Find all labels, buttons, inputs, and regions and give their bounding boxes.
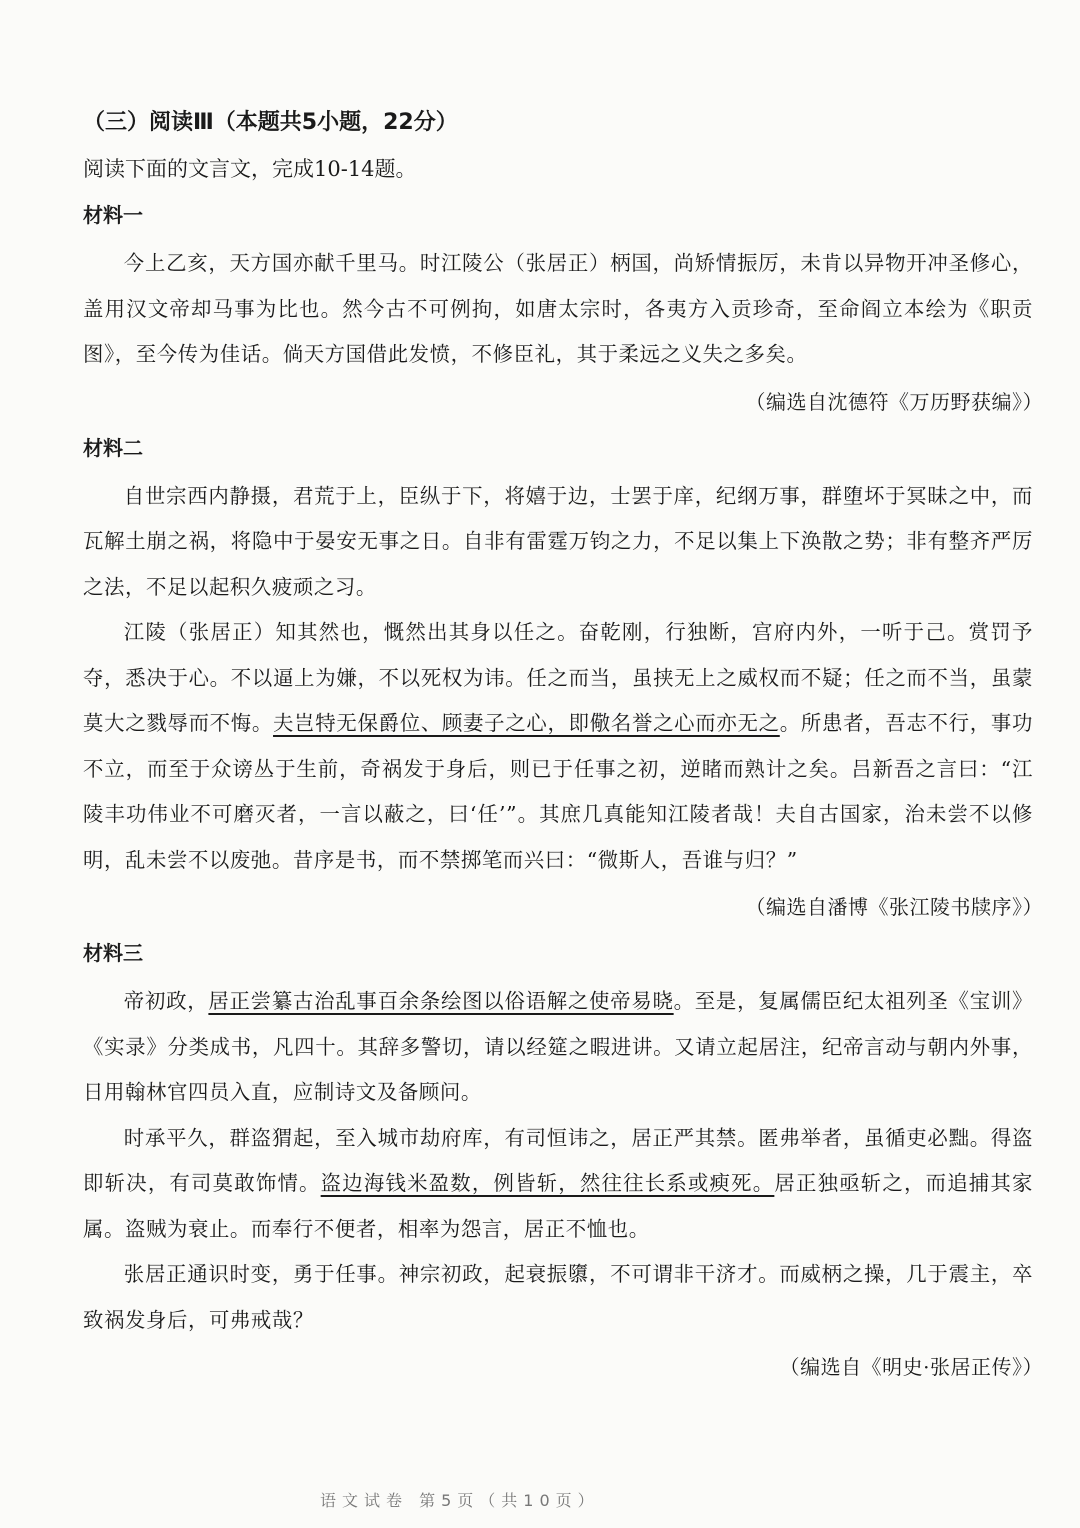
material-title: 材料一 <box>83 203 143 227</box>
material-block <box>83 430 1043 928</box>
exam-page <box>83 105 1043 1395</box>
material-source: （编选自潘博《张江陵书牍序》） <box>745 895 1043 919</box>
text-segment: 自世宗西内静摄，君荒于上，臣纵于下，将嬉于边，士罢于庠，纪纲万事，群堕坏于冥昧之中，而瓦解土崩之祸，将隐中于晏安无事之日。自非有雷霆万钧之力，不足以集上下涣散之势；非有整齐严厉之法，不足以起积久疲顽之习。 <box>83 483 1033 599</box>
text-segment: 。至是，复属儒臣纪太祖列圣《宝训》《实录》分类成书，凡四十。其辞多警切，请以经筵之暇进讲。又请立起居注，纪帝言动与朝内外事，日用翰林官四员入直，应制诗文及备顾问。 <box>83 989 1033 1104</box>
text-segment: 时承平久，群盗猬起，至入城市劫府库，有司恒讳之，居正严其禁。匿弗举者，虽循吏必黜。得盗即斩决，有司莫敢饰情。 <box>83 1125 1033 1195</box>
text-segment: 江陵（张居正）知其然也，慨然出其身以任之。奋乾刚，行独断，宫府内外，一听于己。赏罚予夺，悉决于心。不以逼上为嫌，不以死权为讳。任之而当，虽挟无上之威权而不疑；任之而不当，虽蒙莫大之戮辱而不悔。 <box>83 620 1033 735</box>
text-segment: 。所患者，吾志不行，事功不立，而至于众谤丛于生前，奇祸发于身后，则已于任事之初，逆睹而熟计之矣。吕新吾之言曰：“江陵丰功伟业不可磨灭者，一言以蔽之，曰‘任’”。其庶几真能知江陵者哉！夫自古国家，治未尝不以修明，乱未尝不以废弛。昔序是书，而不禁掷笔而兴曰：“微斯人，吾谁与归？” <box>83 711 1034 872</box>
material-paragraph <box>83 610 1033 883</box>
underlined-sentence: 夫岂特无保爵位、顾妻子之心，即儆名誉之心而亦无之 <box>273 711 780 735</box>
material-paragraph <box>83 1116 1033 1253</box>
section-instruction: 阅读下面的文言文，完成10-14题。 <box>83 157 417 181</box>
material-paragraph <box>83 474 1033 611</box>
underlined-sentence: 居正尝纂古治乱事百余条绘图以俗语解之使帝易晓 <box>208 989 674 1013</box>
underlined-sentence: 盗边海钱米盈数，例皆斩，然往往长系或瘐死。 <box>320 1171 775 1195</box>
text-segment: 今上乙亥，天方国亦献千里马。时江陵公（张居正）柄国，尚矫情振厉，未肯以异物开冲圣修心，盖用汉文帝却马事为比也。然今古不可例拘，如唐太宗时，各夷方入贡珍奇，至命阎立本绘为《职贡图》，至今传为佳话。倘天方国借此发愤，不修臣礼，其于柔远之义失之多矣。 <box>83 251 1033 366</box>
material-paragraph <box>83 979 1033 1116</box>
materials-container <box>83 197 1043 1387</box>
material-title: 材料三 <box>83 941 143 965</box>
material-source: （编选自沈德符《万历野获编》） <box>745 389 1043 414</box>
material-source: （编选自《明史·张居正传》） <box>779 1355 1043 1379</box>
text-segment: 居正独亟斩之，而追捕其家属。盗贼为衰止。而奉行不便者，相率为怨言，居正不恤也。 <box>83 1171 1033 1241</box>
material-paragraph <box>83 1252 1033 1343</box>
material-block <box>83 197 1043 422</box>
material-block <box>83 935 1043 1387</box>
material-title: 材料二 <box>83 435 143 460</box>
section-heading: （三）阅读Ⅲ（本题共5小题，22分） <box>83 110 458 135</box>
text-segment: 帝初政， <box>123 989 209 1013</box>
text-segment: 张居正通识时变，勇于任事。神宗初政，起衰振隳，不可谓非干济才。而威柄之操，几于震主，卒致祸发身后，可弗戒哉？ <box>83 1262 1033 1332</box>
material-paragraph <box>83 241 1033 378</box>
page-footer: 语文试卷 第5页（共10页） <box>320 1491 600 1510</box>
